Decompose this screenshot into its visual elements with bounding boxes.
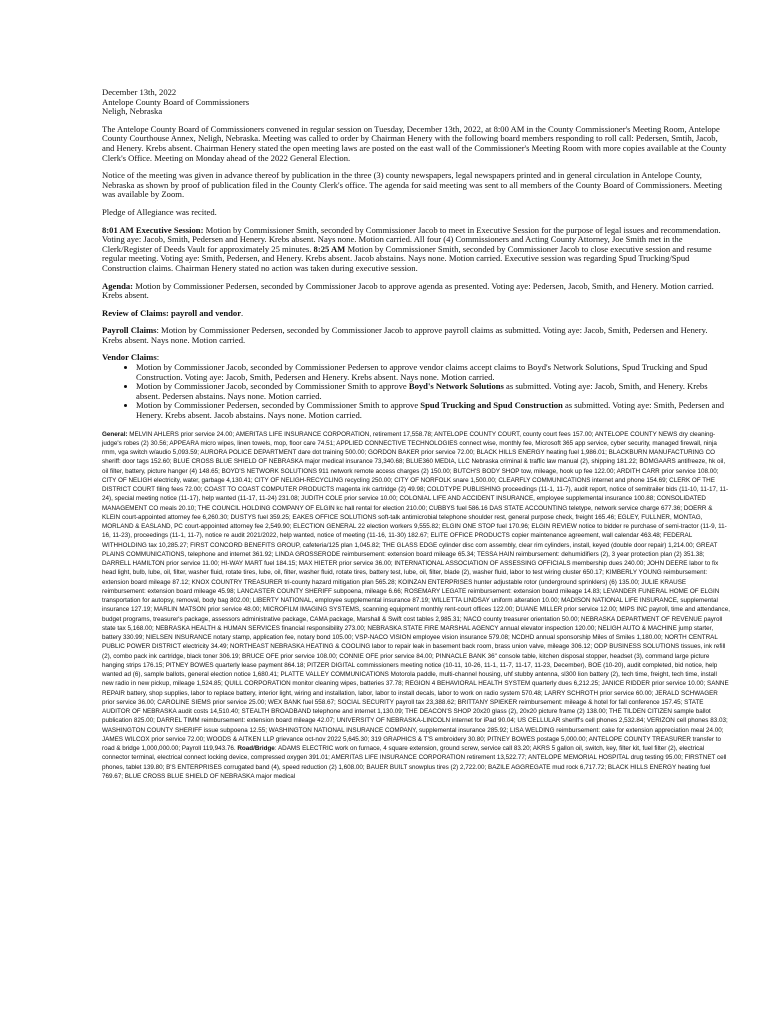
board-name: Antelope County Board of Commissioners <box>102 96 250 107</box>
agenda-text: Motion by Commissioner Pedersen, seconded by Commissioner Jacob to approve agenda as presented. Voting aye: Pedersen, Jacob, Smith, and Henery. Motion carried. Krebs absent. <box>102 280 714 301</box>
road-bridge-label: Road/Bridge <box>237 745 275 753</box>
exec-session-text-2: Motion by Commissioner Smith, seconded by Commissioner Jacob to close executive session and resume regular meeting. Voting aye: Smith, Pedersen, and Henery. Krebs absent. Jacob abstains. Nays none. Motion carried. Executive session was regarding Spud Trucking/Spud Construction claims. Chairman Henery stated no action was taken during executive session. <box>102 243 712 273</box>
review-heading: Review of Claims: payroll and vendor. <box>102 307 244 318</box>
executive-session-paragraph <box>102 226 730 274</box>
notice-paragraph: Notice of the meeting was given in advance thereof by publication in the three (3) county newspapers, legal newspapers printed and in general circulation in Antelope County, Nebraska as shown by proof of publication filed in the County Clerk's office. The agenda for said meeting was sent to all members of the County Board of Commissioners. Meeting was available by Zoom. <box>102 170 723 200</box>
letter-header <box>102 88 730 117</box>
document-page <box>102 88 730 781</box>
list-item: • Motion by Commissioner Jacob, seconded by Commissioner Pedersen to approve vendor claims accept claims to Boyd's Network Solutions, Spud Trucking and Spud Construction. Voting aye: Jacob, Smith, Pedersen and Henery. Krebs absent. Nays none. Motion carried. <box>136 363 730 382</box>
exec-session-label: 8:01 AM Executive Session: <box>102 224 204 235</box>
exec-session-label-2: 8:25 AM <box>313 243 346 254</box>
list-item: • Motion by Commissioner Jacob, seconded by Commissioner Smith to approve Boyd's Network Solutions as submitted. Voting aye: Jacob, Smith, and Henery. Krebs absent. Pedersen abstains. Nays none. Motion carried. <box>136 382 730 401</box>
general-label: General: <box>102 430 128 438</box>
payroll-text: : Motion by Commissioner Pedersen, seconded by Commissioner Jacob to approve payroll claims as submitted. Voting aye: Jacob, Smith, Pedersen and Henery. Krebs absent. Nays none. Motion carried. <box>102 325 708 345</box>
agenda-paragraph <box>102 282 730 301</box>
general-claims-text: MELVIN AHLERS prior service 24.00; AMERITAS LIFE INSURANCE CORPORATION, retirement 17,558.78; ANTELOPE COUNTY COURT, county court fees 157.00; ANTELOPE COUNTY NEWS dry cleaning-judge's robes (2) 30.56; APPEARA micro wipes, linen towels, mop, floor care 74.51; APPLIED CONNECTIVE TECHNOLOGIES connect wise, monthly fee, Microsoft 365 app service, cyber security, managed firewall, ninja rmm, vga switch w/audio 5,093.59; AURORA POLICE DEPARTMENT dare dot training 500.00; GORDON BAKER prior service 72.00; BLACK HILLS ENERGY heating fuel 1,986.01; BLACKBURN MANUFACTURING CO sheriff: door tags 152.60; BLUE CROSS BLUE SHIELD OF NEBRASKA major medical insurance 73,340.68; BLUE360 MEDIA, LLC Nebraska criminal & traffic law manual (2), shipping 181.22; BOMGAARS antifreeze, hk oil, oil filter, battery, picture hanger (4) 148.65; BOYD'S NETWORK SOLUTIONS 911 network remote access charges (2) 150.00; BUTCH'S BODY SHOP tow, mileage, hook up fee 122.00; ARDITH CARR prior service 108.00; CITY OF NELIGH electricity, water, garbage 4,130.41; CITY OF NELIGH-RECYCLING recycling 250.00; CITY OF NORFOLK snare 1,500.00; CLEARFLY COMMUNICATIONS internet and phone 154.69; CLERK OF THE DISTRICT COURT filing fees 72.00; COAST TO COAST COMPUTER PRODUCTS magenta ink cartridge (2) 49.98; COLDTYPE PUBLISHING proceedings (11-1, 11-7), audit report, notice of semitrailer bids (11-10, 11-17, 11-24), special meeting notice (11-17), help wanted (11-17, 11-24) 231.08; JUDITH COLE prior service 10.00; COLONIAL LIFE AND ACCIDENT INSURANCE, employee supplemental insurance 100.88; CONSOLIDATED MANAGEMENT CO meals 20.10; THE COUNCIL HOLDING COMPANY OF ELGIN kc hall rental for election 210.00; CUBBYS fuel 586.16 DAS STATE ACCOUNTING teletype, network service charge 677.36; DOERR & KLEIN court-appointed attorney fee 6,260.30; DUSTYS fuel 359.25; EAKES OFFICE SOLUTIONS soft-talk antimicrobial telephone shoulder rest, general purpose check, freight 165.46; EGLEY, FULLNER, MONTAG, MORLAND & EASLAND, PC court-appointed attorney fee 2,549.90; ELECTION GENERAL 22 election workers 9,555.82; ELGIN ONE STOP fuel 170.96; ELGIN REVIEW notice to bidder re purchase of semi-tractor (11-9, 11-16, 11-23), proceedings (11-1, 11-7), notice re audit 2021/2022, help wanted, notice of meeting (11-16, 11-30) 182.67; ELITE OFFICE PRODUCTS copier maintenance agreement, wall calendar 463.48; FEDERAL WITHHOLDING tax 10,285.27; FIRST CONCORD BENEFITS GROUP, cafeteria/125 plan 1,045.82; THE GLASS EDGE cylinder disc com assembly, clear rim cylinders, install, keyed (double door repair) 1,214.00; GREAT PLAINS COMMUNICATIONS, telephone and internet 361.92; LINDA GROSSERODE reimbursement: extension board mileage 65.34; TESSA HAIN reimbursement: dehumidifiers (2), 3 year protection plan (2) 351.38; DARRELL HAMILTON prior service 11.00; HI-WAY MART fuel 184.15; MAX HIETER prior service 36.00; INTERNATIONAL ASSOCIATION OF ASSESSING OFFICIALS membership dues 240.00; JOHN DEERE labor to fix head light, bulb, lube, oil, filter, washer fluid, rotate tires, lube, oil, filter, washer fluid, rotate tires, battery test, lube, oil, filter, blade (2), washer fluid, labor to test wiring cluster 650.17; KIMBERLY YOUNG reimbursement: extension board mileage 87.12; KNOX COUNTRY TREASURER tri-county hazard mitigation plan 565.28; KOINZAN ENTERPRISES hunter adjustable rotor (underground sprinklers) (6) 135.00; JULIE KRAUSE reimbursement: extension board mileage 45.98; LANCASTER COUNTY SHERIFF subpoena, mileage 6.66; ROSEMARY LEGATE reimbursement: extension board mileage 14.83; LEVANDER FUNERAL HOME OF ELGIN transportation for autopsy, removal, body bag 802.00; LIBERTY NATIONAL, employee supplemental insurance 87.19; WILLETTA LINDSAY uniform alteration 10.00; MADISON NATIONAL LIFE INSURANCE, supplemental insurance 127.19; MARLIN MATSON prior service 48.00; MICROFILM IMAGING SYSTEMS, scanning equipment monthly rent-court offices 122.00; DUANE MILLER prior service 12.00; MIPS INC payroll, time and attendance, budget programs, treasurer's package, assessors administrative package, CAMA package, Marshall & Swift cost tables 2,985.31; NACO county treasurer orientation 50.00; NEBRASKA DEPARTMENT OF REVENUE payroll state tax 5,168.00; NEBRASKA HEALTH & HUMAN SERVICES financial responsibility 273.00; NEBRASKA STATE FIRE MARSHAL AGENCY annual elevator inspection 120.00; NELIGH AUTO & MACHINE jump starter, battery 330.99; NIELSEN INSURANCE notary stamp, application fee, notary bond 105.00; VSP-NACO VISION employee vision insurance 579.08; NCDHD annual sponsorship Miles of Smiles 1,180.00; NORTH CENTRAL PUBLIC POWER DISTRICT electricity 34.49; NORTHEAST NEBRASKA HEATING & COOLING labor to repair leak in basement back room, brass union valve, mileage 306.12; ODP BUSINESS SOLUTIONS tissues, ink refill (2), combo pack ink cartridge, black toner 306.19; BRUCE OFE prior service 108.00; CONNIE OFE prior service 84.00; PINNACLE BANK 36" console table, kitchen disposal stopper, headset (3), command large picture hanging strips 176.15; PITNEY BOWES quarterly lease payment 864.18; PITZER DIGITAL commissioners meeting notice (10-11, 10-26, 11-1, 11-7, 11-17, 11-23, December), BOE (10-20), audit completed, bid notice, help wanted ad (6), sample ballots, general election notice 1,680.41; PLATTE VALLEY COMMUNICATIONS Motorola paddle, multi-channel housing, uhf stubby antenna, sl300 lion battery (2), tech time, freight, tech time, install new radio in new pickup, mileage 1,524.85; QUILL CORPORATION monitor cleaning wipes, batteries 37.78; REGION 4 BEHAVIORAL HEALTH SYSTEM quarterly dues 6,212.25; JANICE RIDDER prior service 10.00; SANNE REPAIR battery, shop supplies, labor to replace battery, interior light, wiring and installation, labor, labor to install decals, labor to work on radio system 570.48; LARRY SCHROTH prior service 60.00; JERALD SCHWAGER prior service 36.00; CAROLINE SIEMS prior service 25.00; WEX BANK fuel 558.67; SOCIAL SECURITY payroll tax 23,388.62; BRITTANY SPIEKER reimbursement: mileage & hotel for fall conference 157.45; STATE AUDITOR OF NEBRASKA audit costs 14,510.40; STEALTH BROADBAND telephone and internet 1,130.09; THE DEACON'S SHOP 20x20 glass (2), 20x20 picture frame (2) 138.00; THE TILDEN CITIZEN sample ballot publication 825.00; DARREL TIMM reimbursement: extension board mileage 42.07; UNIVERSITY OF NEBRASKA-LINCOLN internet for iPad 90.04; US CELLULAR sheriff's cell phones 2,532.84; VERIZON cell phones 83.03; WASHINGTON COUNTY SHERIFF issue subpoena 12.55; WASHINGTON NATIONAL INSURANCE COMPANY, supplemental insurance 285.92; LISA WELDING reimbursement: cake for extension appreciation meal 24.00; JAMES WILCOX prior service 72.00; WOODS & AITKEN LLP grievance oct-nov 2022 5,645.30; 319 GRAPHICS & T'S embroidery 30.80; PITNEY BOWES postage 5,000.00; ANTELOPE COUNTY TREASURER transfer to road & bridge 1,000,000.00; Payroll 119,943.76. <box>102 430 730 753</box>
claims-list <box>102 430 730 782</box>
pledge-paragraph: Pledge of Allegiance was recited. <box>102 206 217 217</box>
vendor-motions-list <box>102 363 730 421</box>
payroll-paragraph <box>102 326 730 345</box>
payroll-label: Payroll Claims <box>102 325 157 336</box>
meeting-date: December 13th, 2022 <box>102 87 177 97</box>
exec-session-text-1: Motion by Commissioner Smith, seconded by Commissioner Jacob to meet in Executive Session for the purpose of legal issues and recommendation. Voting aye: Jacob, Smith, Pedersen and Henery. Krebs absent. Nays none. Motion carried. All four (4) Commissioners and Acting County Attorney, Joe Smith met in the Clerk/Register of Deeds Vault for approximately 25 minutes. <box>102 224 721 254</box>
road-bridge-claims-text: : ADAMS ELECTRIC work on furnace, 4 square extension, ground screw, service call 83.20; AKRS 5 gallon oil, switch, key, filter kit, fuel filter (2), electrical connector terminal, electrical connect locking device, compressed oxygen 391.01; AMERITAS LIFE INSURANCE CORPORATION retirement 13,522.77; ANTELOPE MEMORIAL HOSPITAL drug testing 95.00; FIRSTNET cell phones, tablet 139.80; B'S ENTERPRISES corrugated band (4), speed reduction (2) 1,608.00; BAUER BUILT snowplus tires (2) 2,722.00; BAZILE AGGREGATE mud rock 6,717.72; BLACK HILLS ENERGY heating fuel 769.67; BLUE CROSS BLUE SHIELD OF NEBRASKA major medical <box>102 745 727 780</box>
agenda-label: Agenda: <box>102 280 134 291</box>
vendor-heading: Vendor Claims: <box>102 352 160 363</box>
meeting-location: Neligh, Nebraska <box>102 106 163 117</box>
list-item: • Motion by Commissioner Pedersen, seconded by Commissioner Smith to approve Spud Trucking and Spud Construction as submitted. Voting aye: Smith, Pedersen and Henery. Krebs absent. Jacob abstains. Nays none. Motion carried. <box>136 401 730 420</box>
intro-paragraph: The Antelope County Board of Commissioners convened in regular session on Tuesday, December 13th, 2022, at 8:00 AM in the County Commissioner's Meeting Room, Antelope County Courthouse Annex, Neligh, Nebraska. Meeting was called to order by Chairman Henery with the following board members responding to roll call: Pedersen, Smtih, Jacob, and Henery. Krebs absent. Chairman Henery stated the open meeting laws are posted on the east wall of the Commissioner's Meeting Room with more copies available at the County Clerk's Office. Meeting on Monday ahead of the 2022 General Election. <box>102 123 727 163</box>
vendor-label: Vendor Claims <box>102 352 157 363</box>
review-label: Review of Claims: payroll and vendor <box>102 307 242 318</box>
